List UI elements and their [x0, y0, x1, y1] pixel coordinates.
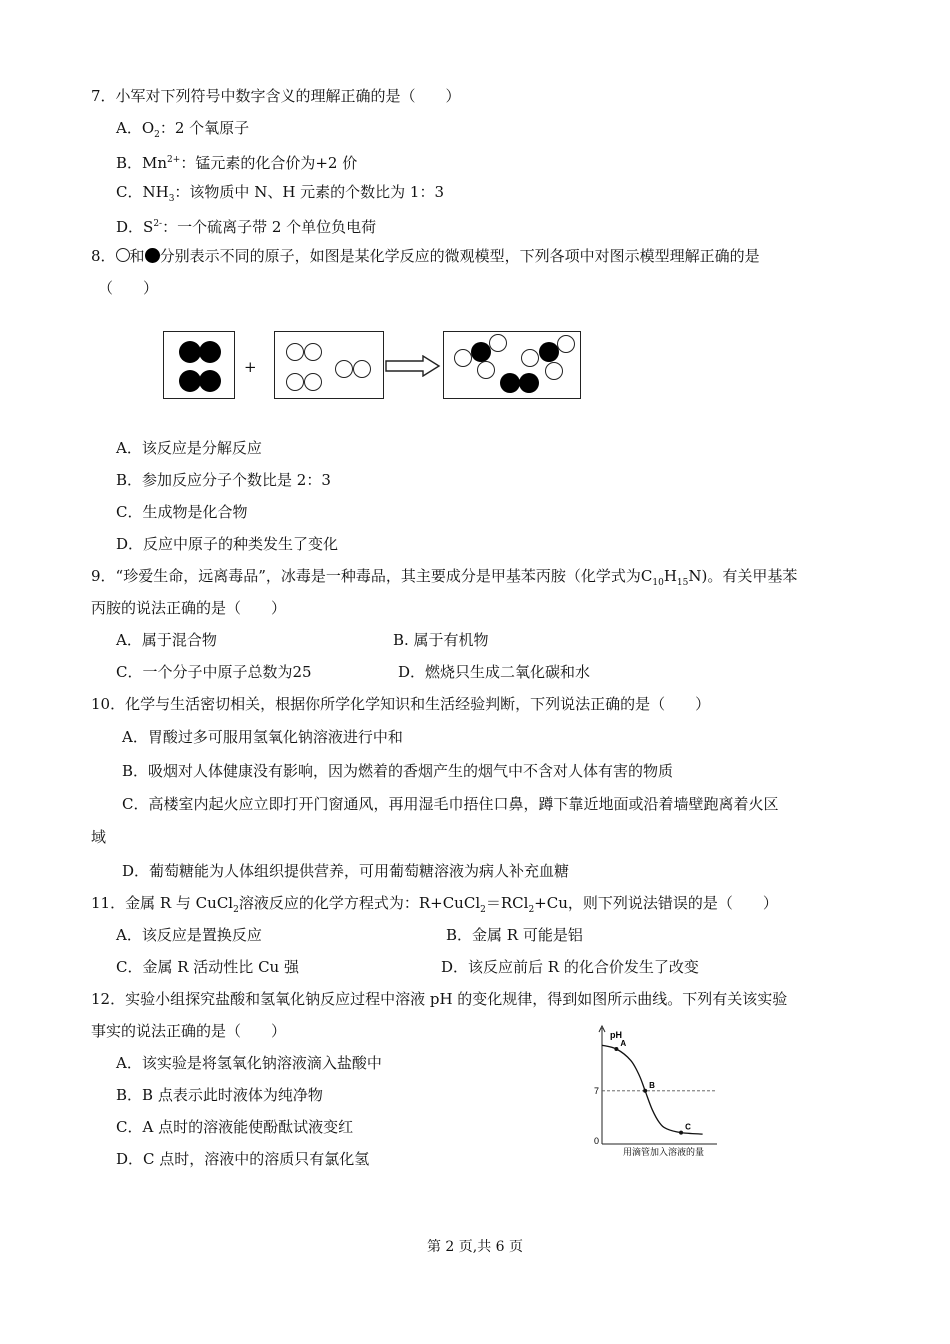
q10-option-a: A．胃酸过多可服用氢氧化钠溶液进行中和	[122, 728, 403, 746]
white-atom	[304, 343, 322, 361]
q10-option-c: C．高楼室内起火应立即打开门窗通风，再用湿毛巾捂住口鼻，蹲下靠近地面或沿着墙壁跑离着火区	[122, 795, 779, 813]
q11-option-b: B．金属 R 可能是铝	[446, 926, 583, 944]
q8-option-c: C．生成物是化合物	[116, 503, 248, 521]
q10-option-c-cont: 域	[91, 828, 107, 846]
white-atom	[489, 334, 507, 352]
q7-option-d: D．$S^{2-}$：一个硫离子带 2 个单位负电荷	[116, 218, 377, 236]
point-label-a: A	[620, 1039, 627, 1048]
y-axis-label: pH	[610, 1030, 622, 1040]
reaction-arrow-icon	[385, 355, 441, 377]
white-atom	[304, 373, 322, 391]
white-atom	[454, 349, 472, 367]
white-atom	[353, 360, 371, 378]
point-label-c: C	[685, 1122, 691, 1132]
q7-option-c: C．$NH_3$：该物质中 N、H 元素的个数比为 1：3	[116, 183, 445, 204]
white-atom	[286, 343, 304, 361]
q9-stem-cont: 丙胺的说法正确的是（ ）	[91, 599, 287, 617]
reactant-box-1	[163, 331, 235, 399]
black-atom	[199, 370, 221, 392]
q7-stem: 7．小军对下列符号中数字含义的理解正确的是（ ）	[91, 87, 461, 105]
white-atom-icon	[116, 248, 130, 262]
black-atom	[539, 342, 559, 362]
white-atom	[286, 373, 304, 391]
black-atom	[471, 342, 491, 362]
q9-option-c: C．一个分子中原子总数为25	[116, 663, 312, 681]
point-c	[679, 1131, 683, 1135]
black-atom	[179, 370, 201, 392]
ph-curve-chart	[585, 1022, 725, 1157]
q7-option-a: A．$O_2$：2 个氧原子	[116, 119, 250, 140]
q9-option-b: B. 属于有机物	[393, 631, 489, 649]
black-atom	[179, 341, 201, 363]
q12-stem-cont: 事实的说法正确的是（ ）	[91, 1022, 287, 1040]
q8-option-b: B．参加反应分子个数比是 2：3	[116, 471, 331, 489]
q12-option-c: C．A 点时的溶液能使酚酞试液变红	[116, 1118, 354, 1136]
q11-option-a: A．该反应是置换反应	[116, 926, 262, 944]
point-label-b: B	[649, 1080, 655, 1090]
q8-stem: 8． 和 分别表示不同的原子，如图是某化学反应的微观模型，下列各项中对图示模型理解正确的是	[91, 247, 760, 265]
q12-stem: 12．实验小组探究盐酸和氢氧化钠反应过程中溶液 pH 的变化规律，得到如图所示曲线。下列有关该实验	[91, 990, 788, 1008]
q12-option-b: B．B 点表示此时液体为纯净物	[116, 1086, 323, 1104]
origin-label: 0	[594, 1136, 600, 1146]
q12-option-a: A．该实验是将氢氧化钠溶液滴入盐酸中	[116, 1054, 382, 1072]
white-atom	[545, 362, 563, 380]
q10-option-d: D．葡萄糖能为人体组织提供营养，可用葡萄糖溶液为病人补充血糖	[122, 862, 570, 880]
white-atom	[557, 335, 575, 353]
black-atom	[519, 373, 539, 393]
plus-sign: +	[244, 358, 257, 376]
black-atom	[199, 341, 221, 363]
white-atom	[477, 361, 495, 379]
q9-stem: 9．“珍爱生命，远离毒品”，冰毒是一种毒品，其主要成分是甲基苯丙胺（化学式为$C_{10}H_{15}N$)。有关甲基苯	[91, 567, 798, 588]
q11-option-c: C．金属 R 活动性比 Cu 强	[116, 958, 299, 976]
q12-option-d: D．C 点时，溶液中的溶质只有氯化氢	[116, 1150, 370, 1168]
q9-option-a: A．属于混合物	[116, 631, 217, 649]
black-atom-icon	[145, 248, 160, 263]
page-footer: 第 2 页,共 6 页	[426, 1239, 524, 1255]
q11-option-d: D．该反应前后 R 的化合价发生了改变	[441, 958, 699, 976]
white-atom	[335, 360, 353, 378]
q8-option-d: D．反应中原子的种类发生了变化	[116, 535, 339, 553]
q10-option-b: B．吸烟对人体健康没有影响，因为燃着的香烟产生的烟气中不含对人体有害的物质	[122, 762, 674, 780]
reactant-box-2	[274, 331, 384, 399]
point-a	[614, 1047, 618, 1051]
black-atom	[500, 373, 520, 393]
point-b	[643, 1089, 647, 1093]
q10-stem: 10．化学与生活密切相关，根据你所学化学知识和生活经验判断，下列说法正确的是（ ）	[91, 695, 711, 713]
y-tick-7: 7	[594, 1085, 600, 1096]
q8-option-a: A．该反应是分解反应	[116, 439, 262, 457]
q9-option-d: D．燃烧只生成二氧化碳和水	[398, 663, 591, 681]
q11-stem: 11．金属 R 与 CuCl$_2$溶液反应的化学方程式为：R+CuCl$_2$＝RCl$_2$+Cu，则下列说法错误的是（ ）	[91, 894, 778, 915]
q7-option-b: B．$Mn^{2+}$：锰元素的化合价为+2 价	[116, 154, 358, 172]
x-axis-label: 用滴管加入溶液的量	[623, 1147, 705, 1157]
product-box	[443, 331, 581, 399]
q8-stem-cont: （ ）	[98, 279, 159, 297]
white-atom	[521, 349, 539, 367]
